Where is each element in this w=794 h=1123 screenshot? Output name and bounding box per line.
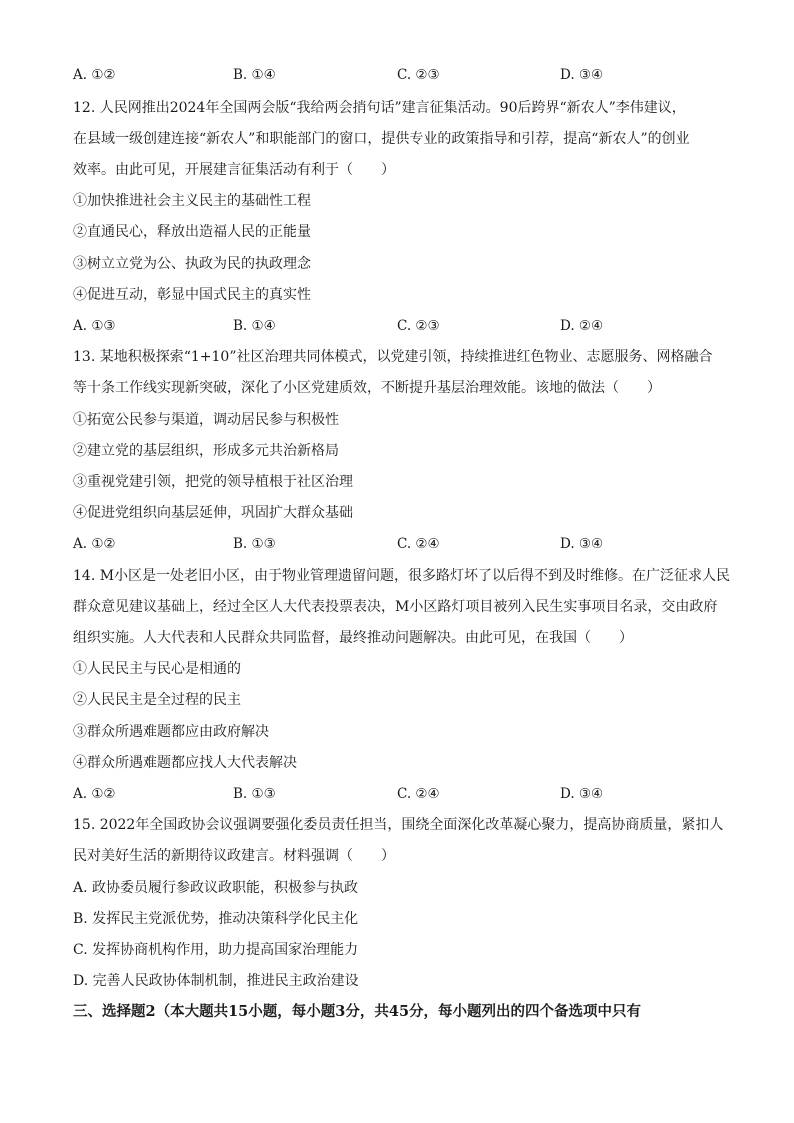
- q14-options: [73, 784, 733, 804]
- q14-option-d: D. ③④: [560, 786, 604, 802]
- q15-stem-line-1: 15. 2022年全国政协会议强调要强化委员责任担当，围绕全面深化改革凝心聚力，提高协商质量，紧扣人: [73, 817, 724, 833]
- q13-option-b: B. ①③: [233, 536, 276, 552]
- q15-choice-d: D. 完善人民政协体制机制，推进民主政治建设: [73, 973, 359, 989]
- q12-statement-1: ①加快推进社会主义民主的基础性工程: [73, 193, 311, 209]
- q12-option-d: D. ②④: [560, 318, 604, 334]
- q12-statement-3: ③树立立党为公、执政为民的执政理念: [73, 256, 311, 272]
- q14-statement-1: ①人民民主与民心是相通的: [73, 661, 241, 677]
- q13-options: [73, 534, 733, 554]
- q15-choice-b: B. 发挥民主党派优势，推动决策科学化民主化: [73, 911, 359, 927]
- q12-stem-line-3: 效率。由此可见，开展建言征集活动有利于（ ）: [73, 162, 395, 178]
- q12-statement-4: ④促进互动，彰显中国式民主的真实性: [73, 287, 311, 303]
- q12-option-a: A. ①③: [73, 318, 116, 334]
- q14-stem-line-3: 组织实施。人大代表和人民群众共同监督，最终推动问题解决。由此可见，在我国（ ）: [73, 630, 633, 646]
- q14-option-a: A. ①②: [73, 786, 116, 802]
- q12-options: [73, 316, 733, 336]
- q11-option-a: A. ①②: [73, 67, 116, 83]
- q14-option-b: B. ①③: [233, 786, 276, 802]
- section-3-heading: 三、选择题2（本大题共15小题，每小题3分，共45分，每小题列出的四个备选项中只有: [73, 1003, 642, 1020]
- q11-options: [73, 65, 733, 85]
- q12-option-c: C. ②③: [397, 318, 440, 334]
- q14-statement-3: ③群众所遇难题都应由政府解决: [73, 724, 269, 740]
- q13-statement-3: ③重视党建引领，把党的领导植根于社区治理: [73, 474, 353, 490]
- q13-stem-line-2: 等十条工作线实现新突破，深化了小区党建质效，不断提升基层治理效能。该地的做法（ ）: [73, 380, 661, 396]
- q14-stem-line-1: 14. M小区是一处老旧小区，由于物业管理遗留问题，很多路灯坏了以后得不到及时维修。在广泛征求人民: [73, 568, 731, 584]
- q13-statement-2: ②建立党的基层组织，形成多元共治新格局: [73, 443, 339, 459]
- q14-stem-line-2: 群众意见建议基础上，经过全区人大代表投票表决，M小区路灯项目被列入民生实事项目名录，交由政府: [73, 599, 718, 615]
- q13-statement-4: ④促进党组织向基层延伸，巩固扩大群众基础: [73, 505, 353, 521]
- q12-stem-line-1: 12. 人民网推出2024年全国两会版“我给两会捎句话”建言征集活动。90后跨界“新农人”李伟建议，: [73, 100, 686, 116]
- q11-option-d: D. ③④: [560, 67, 604, 83]
- q11-option-b: B. ①④: [233, 67, 276, 83]
- q13-statement-1: ①拓宽公民参与渠道，调动居民参与积极性: [73, 412, 339, 428]
- q15-stem-line-2: 民对美好生活的新期待议政建言。材料强调（ ）: [73, 848, 395, 864]
- q12-statement-2: ②直通民心，释放出造福人民的正能量: [73, 224, 311, 240]
- q15-choice-c: C. 发挥协商机构作用，助力提高国家治理能力: [73, 942, 359, 958]
- q15-choice-a: A. 政协委员履行参政议政职能，积极参与执政: [73, 880, 359, 896]
- q14-option-c: C. ②④: [397, 786, 440, 802]
- q12-option-b: B. ①④: [233, 318, 276, 334]
- q14-statement-4: ④群众所遇难题都应找人大代表解决: [73, 755, 297, 771]
- q13-stem-line-1: 13. 某地积极探索“1+10”社区治理共同体模式，以党建引领，持续推进红色物业、志愿服务、网格融合: [73, 349, 713, 365]
- q11-option-c: C. ②③: [397, 67, 440, 83]
- q14-statement-2: ②人民民主是全过程的民主: [73, 692, 241, 708]
- q12-stem-line-2: 在县域一级创建连接“新农人”和职能部门的窗口，提供专业的政策指导和引荐，提高“新农人”的创业: [73, 131, 690, 147]
- q13-option-c: C. ②④: [397, 536, 440, 552]
- q13-option-d: D. ③④: [560, 536, 604, 552]
- q13-option-a: A. ①②: [73, 536, 116, 552]
